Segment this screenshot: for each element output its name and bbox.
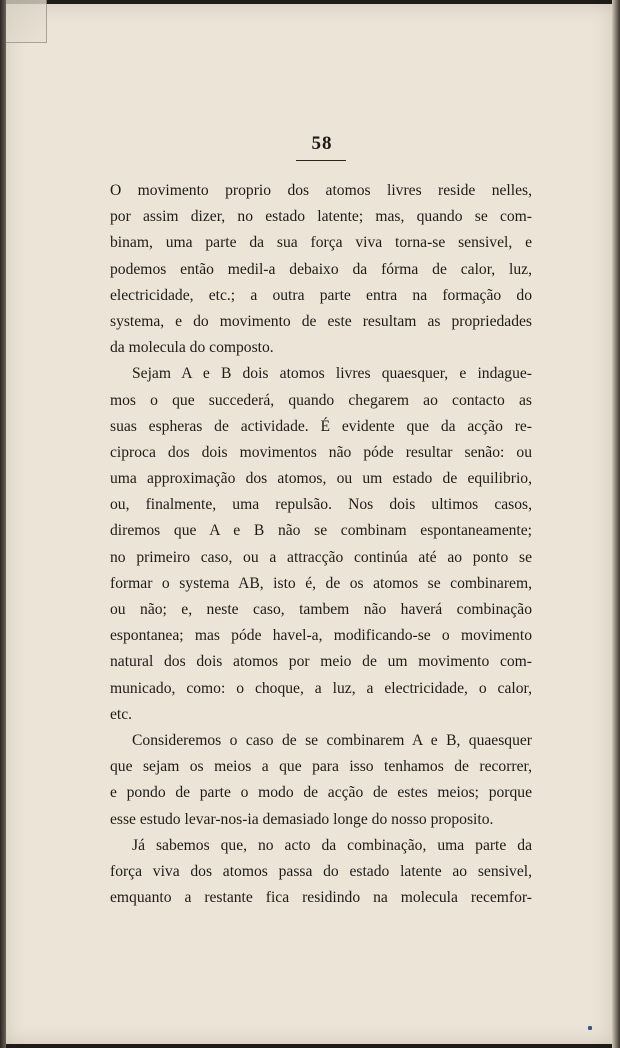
page-number: 58 xyxy=(311,133,333,154)
scan-marker-dot xyxy=(588,1026,592,1030)
text-line: e pondo de parte o modo de acção de estes meios; porque xyxy=(110,784,532,802)
text-line: esse estudo levar-nos-ia demasiado longe do nosso proposito. xyxy=(110,810,494,828)
text-line: ciproca dos dois movimentos não póde resultar senão: ou xyxy=(110,443,532,461)
text-line: espontanea; mas póde havel-a, modificando-se o movimento xyxy=(110,627,532,645)
text-line: suas espheras de actividade. É evidente que da acção re- xyxy=(110,417,532,435)
text-line: ou não; e, neste caso, tambem não haverá combinação xyxy=(110,601,532,618)
text-line: Já sabemos que, no acto da combinação, uma parte da xyxy=(132,836,532,854)
text-line: que sejam os meios a que para isso tenhamos de recorrer, xyxy=(110,758,532,776)
body-text xyxy=(110,178,532,911)
text-line: ou, finalmente, uma repulsão. Nos dois ultimos casos, xyxy=(110,496,532,514)
text-line: podemos então medil-a debaixo da fórma de calor, luz, xyxy=(110,260,532,278)
text-line: municado, como: o choque, a luz, a electricidade, o calor, xyxy=(110,679,532,697)
text-line: da molecula do composto. xyxy=(110,339,274,357)
text-line: Consideremos o caso de se combinarem A e B, quaesquer xyxy=(132,731,532,749)
page-number-rule xyxy=(296,160,346,161)
text-line: natural dos dois atomos por meio de um movimento com- xyxy=(110,653,532,671)
text-line: binam, uma parte da sua força viva torna-se sensivel, e xyxy=(110,234,532,252)
text-line: uma approximação dos atomos, ou um estado de equilibrio, xyxy=(110,470,532,488)
text-line: no primeiro caso, ou a attracção continúa até ao ponto se xyxy=(110,548,532,566)
text-line: electricidade, etc.; a outra parte entra na formação do xyxy=(110,286,532,304)
text-line: etc. xyxy=(110,705,133,723)
text-line: O movimento proprio dos atomos livres reside nelles, xyxy=(110,182,532,199)
page-edge-shadow xyxy=(612,0,620,1048)
text-line: Sejam A e B dois atomos livres quaesquer, e indague- xyxy=(132,365,532,383)
text-line: formar o systema AB, isto é, de os atomos se combinarem, xyxy=(110,574,532,592)
text-line: emquanto a restante fica residindo na molecula recemfor- xyxy=(110,889,532,907)
text-line: diremos que A e B não se combinam espontaneamente; xyxy=(110,522,532,540)
text-line: força viva dos atomos passa do estado latente ao sensivel, xyxy=(110,862,532,880)
page-corner-fold xyxy=(6,0,47,43)
text-line: mos o que succederá, quando chegarem ao contacto as xyxy=(110,391,532,409)
text-line: por assim dizer, no estado latente; mas, quando se com- xyxy=(110,208,532,226)
text-line: systema, e do movimento de este resultam as propriedades xyxy=(110,312,532,330)
